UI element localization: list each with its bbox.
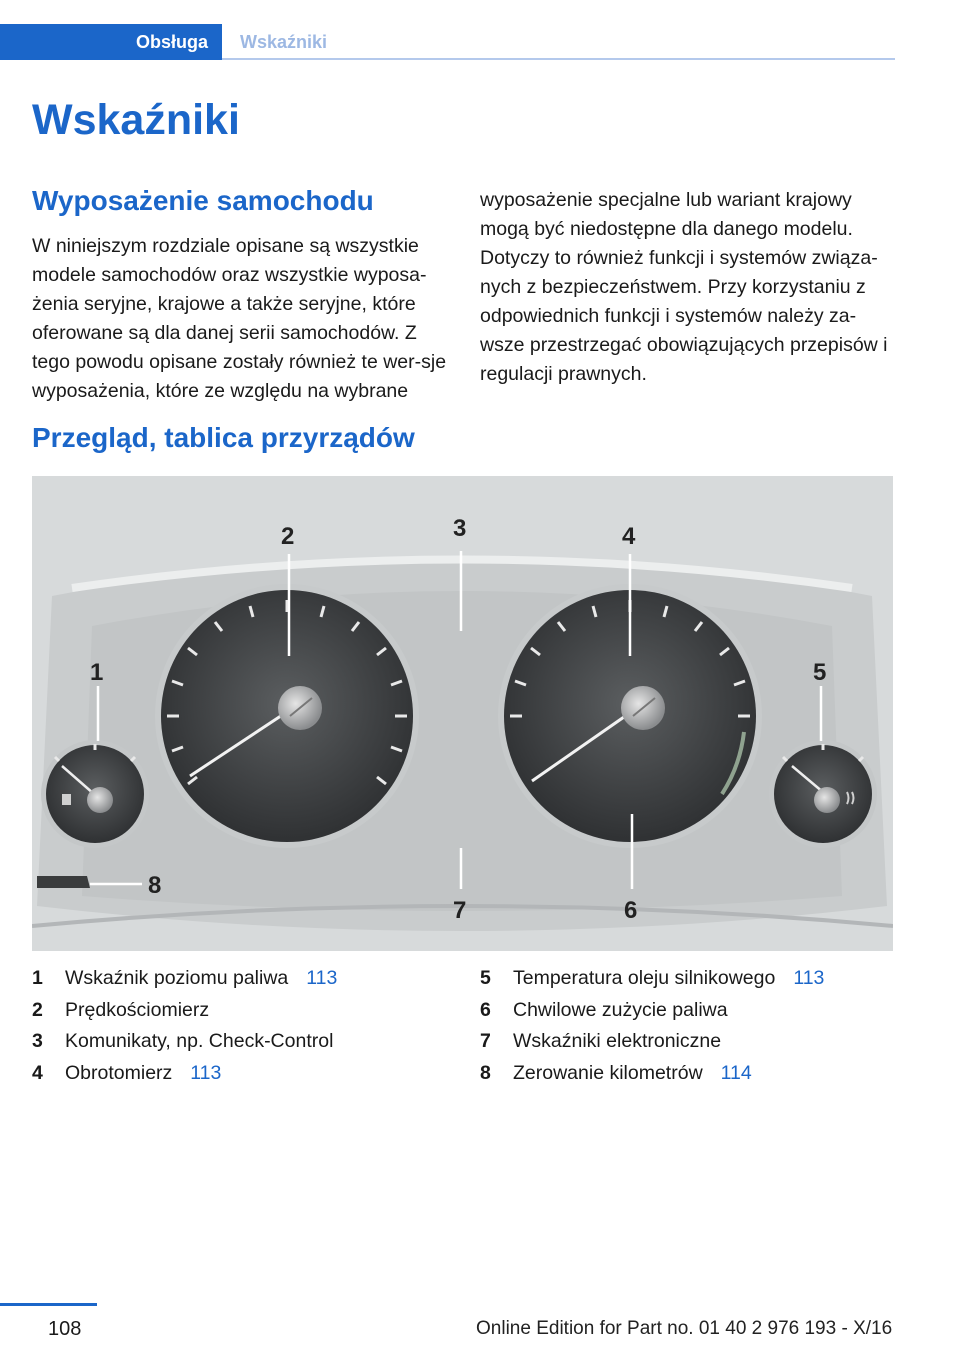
legend-item (32, 1026, 452, 1058)
fuel-gauge (41, 740, 149, 848)
legend-item (32, 995, 452, 1027)
legend-item (480, 1026, 900, 1058)
callout-1: 1 (90, 659, 104, 686)
callout-4: 4 (622, 523, 636, 550)
legend-text: Prędkościomierz (65, 998, 210, 1021)
instrument-cluster-figure (32, 476, 893, 951)
page-reference-link[interactable]: 113 (306, 967, 338, 990)
legend-list-left (32, 963, 452, 1089)
section-heading-overview: Przegląd, tablica przyrządów (32, 422, 415, 453)
section-heading-equipment: Wyposażenie samochodu (32, 185, 374, 216)
legend-item (480, 1058, 900, 1090)
callout-5: 5 (813, 659, 827, 686)
callout-6: 6 (624, 897, 638, 924)
legend-number: 5 (480, 967, 491, 990)
trip-reset-button-shape (37, 876, 90, 888)
page-reference-link[interactable]: 113 (793, 967, 825, 990)
legend-text: Wskaźniki elektroniczne (513, 1030, 722, 1053)
page-title: Wskaźniki (32, 96, 240, 144)
body-text-left: W niniejszym rozdziale opisane są wszystkie modele samochodów oraz wszystkie wyposa‐żenia seryjne, krajowe a także seryjne, które oferowane są dla danej serii samochodów. Z tego powodu opisane zostały również te wer‐sje wyposażenia, które ze względu na wybrane (32, 235, 447, 402)
callout-2: 2 (281, 523, 295, 550)
instrument-cluster-illustration (32, 476, 893, 951)
legend-list-right (480, 963, 900, 1089)
legend-item (32, 1058, 452, 1090)
legend-number: 3 (32, 1030, 43, 1053)
page-reference-link[interactable]: 113 (190, 1061, 222, 1084)
legend-number: 7 (480, 1030, 491, 1053)
legend-item (480, 963, 900, 995)
legend-item (480, 995, 900, 1027)
footer-accent-line (0, 1303, 97, 1306)
legend-number: 1 (32, 967, 43, 990)
page-reference-link[interactable]: 114 (720, 1061, 752, 1084)
tab-section[interactable]: Obsługa (0, 24, 222, 60)
legend-text: Temperatura oleju silnikowego (513, 967, 776, 990)
legend-text: Wskaźnik poziomu paliwa (65, 967, 289, 990)
body-text-right: wyposażenie specjalne lub wariant krajowy mogą być niedostępne dla danego modelu. Dotyczy to również funkcji i systemów związa‐nych z bezpieczeństwem. Przy korzystaniu z odpowiednich funkcji i systemów należy za‐wsze przestrzegać obowiązujących przepisów i regulacji prawnych. (480, 189, 888, 385)
header-bar (0, 24, 895, 60)
legend-number: 2 (32, 998, 43, 1021)
callout-7: 7 (453, 897, 467, 924)
callout-3: 3 (453, 515, 467, 542)
legend-number: 4 (32, 1061, 43, 1084)
legend-number: 6 (480, 998, 491, 1021)
legend-number: 8 (480, 1061, 491, 1084)
speedometer (155, 584, 419, 848)
legend-text: Zerowanie kilometrów (513, 1061, 703, 1084)
legend-text: Chwilowe zużycie paliwa (513, 998, 728, 1021)
legend-item (32, 963, 452, 995)
legend-text: Komunikaty, np. Check-Control (65, 1030, 334, 1053)
callout-8: 8 (148, 872, 162, 899)
oil-temperature-gauge (769, 740, 877, 848)
page-number: 108 (48, 1318, 82, 1340)
tab-chapter[interactable]: Wskaźniki (240, 32, 328, 52)
header-divider (222, 58, 895, 60)
edition-note: Online Edition for Part no. 01 40 2 976 193 - X/16 (476, 1318, 893, 1339)
legend-text: Obrotomierz (65, 1061, 173, 1084)
